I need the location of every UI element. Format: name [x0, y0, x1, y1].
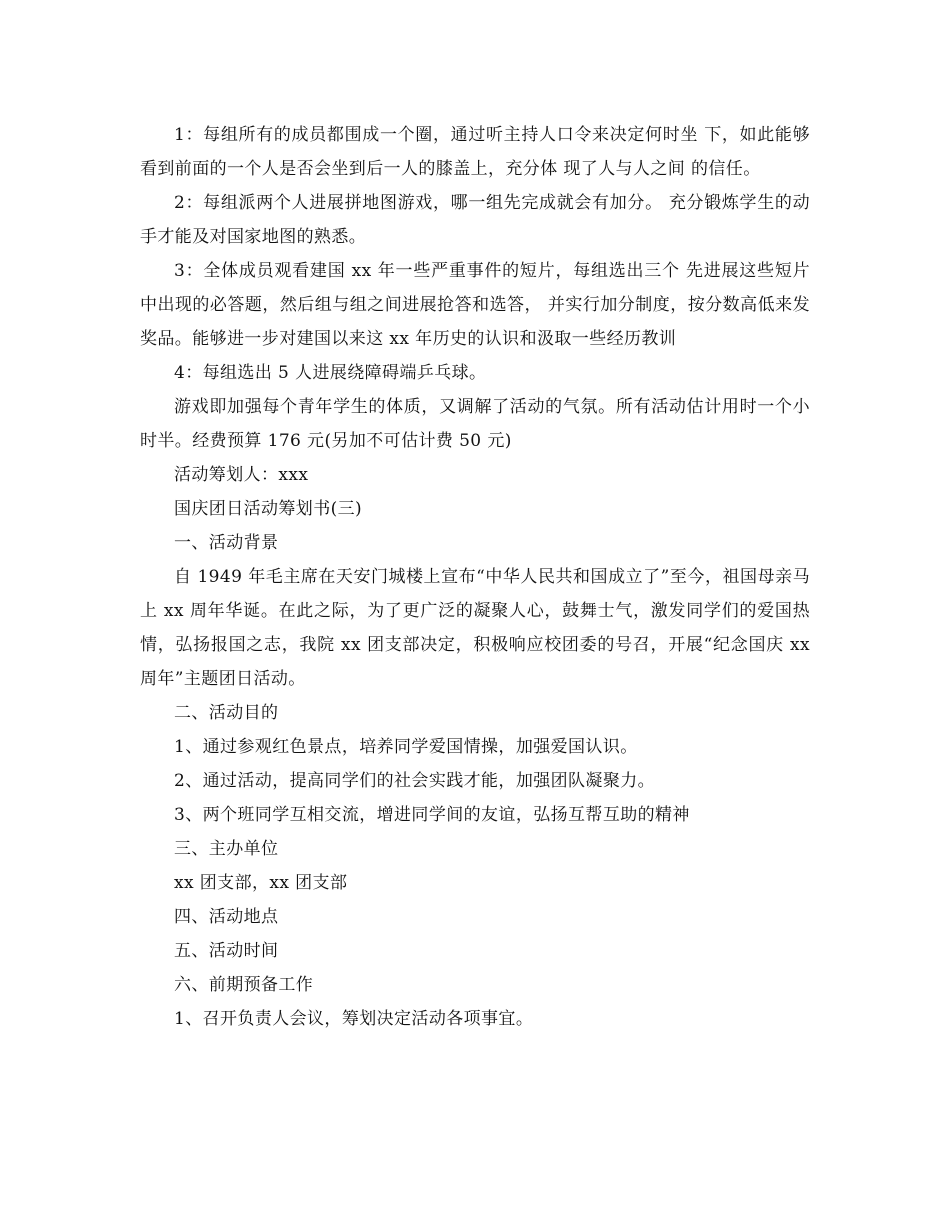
preparation-item-1: 1、召开负责人会议，筹划决定活动各项事宜。 [174, 1009, 534, 1029]
heading-background: 一、活动背景 [174, 533, 279, 553]
heading-organizer: 三、主办单位 [174, 839, 279, 859]
heading-purpose: 二、活动目的 [174, 703, 279, 723]
heading-location: 四、活动地点 [174, 907, 279, 927]
purpose-item-2: 2、通过活动，提高同学们的社会实践才能，加强团队凝聚力。 [174, 771, 656, 791]
paragraph-organizer: xx 团支部，xx 团支部 [174, 873, 348, 893]
paragraph-game-2: 2：每组派两个人进展拼地图游戏，哪一组先完成就会有加分。 充分锻炼学生的动手才能及对国家地图的熟悉。 [140, 193, 810, 247]
paragraph-game-3: 3：全体成员观看建国 xx 年一些严重事件的短片，每组选出三个 先进展这些短片中出现的必答题，然后组与组之间进展抢答和选答， 并实行加分制度，按分数高低来发奖品。能够进一步对建国以来这 xx 年历史的认识和汲取一些经历教训 [140, 261, 810, 349]
purpose-item-1: 1、通过参观红色景点，培养同学爱国情操，加强爱国认识。 [174, 737, 638, 757]
paragraph-game-1: 1：每组所有的成员都围成一个圈，通过听主持人口令来决定何时坐 下，如此能够看到前面的一个人是否会坐到后一人的膝盖上，充分体 现了人与人之间 的信任。 [140, 125, 810, 179]
paragraph-background: 自 1949 年毛主席在天安门城楼上宣布“中华人民共和国成立了”至今，祖国母亲马上 xx 周年华诞。在此之际，为了更广泛的凝聚人心，鼓舞士气，激发同学们的爱国热情，弘扬报国之志，我院 xx 团支部决定，积极响应校团委的号召，开展“纪念国庆 xx 周年”主题团日活动。 [140, 567, 810, 689]
paragraph-planner: 活动筹划人：xxx [174, 465, 309, 485]
heading-time: 五、活动时间 [174, 941, 279, 961]
heading-preparation: 六、前期预备工作 [174, 975, 314, 995]
section-title: 国庆团日活动筹划书(三) [174, 499, 363, 519]
paragraph-game-4: 4：每组选出 5 人进展绕障碍端乒乓球。 [174, 363, 487, 383]
purpose-item-3: 3、两个班同学互相交流，增进同学间的友谊，弘扬互帮互助的精神 [174, 805, 690, 825]
paragraph-summary: 游戏即加强每个青年学生的体质，又调解了活动的气氛。所有活动估计用时一个小时半。经费预算 176 元(另加不可估计费 50 元) [140, 397, 810, 451]
document-body [140, 118, 810, 1036]
